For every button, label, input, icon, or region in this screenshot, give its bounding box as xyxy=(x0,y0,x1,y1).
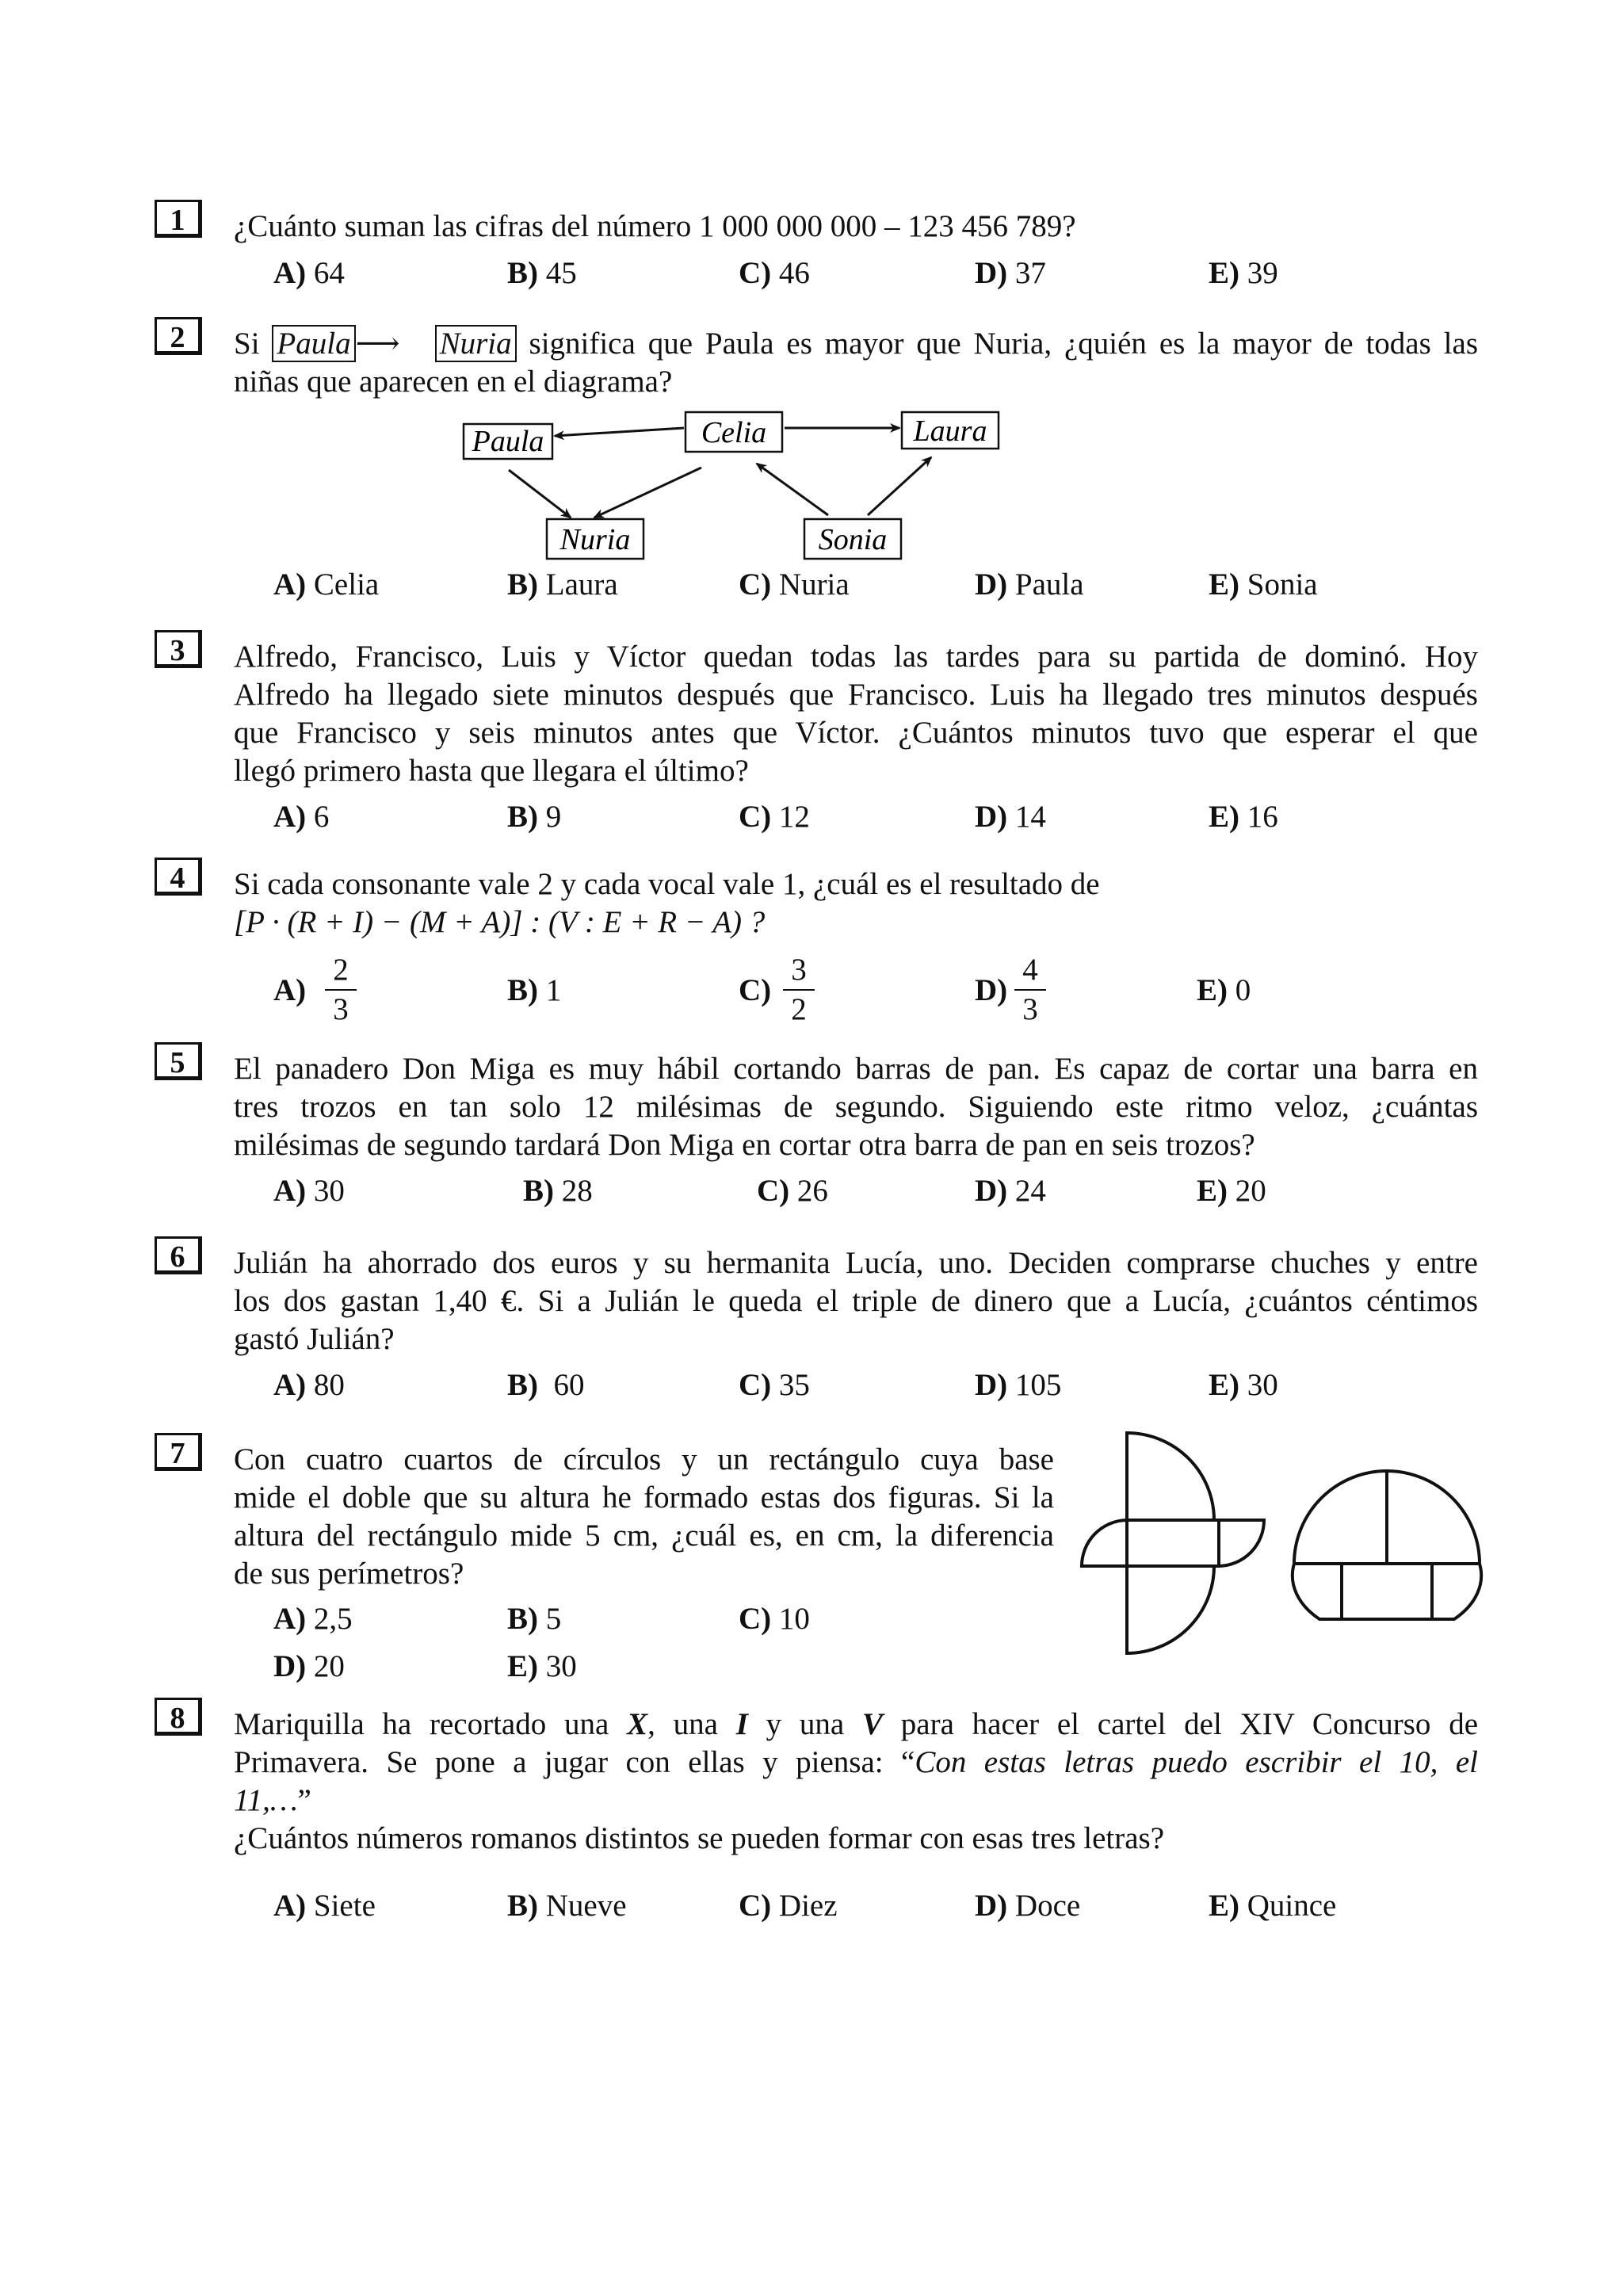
option-a[interactable]: A) 2,5 xyxy=(273,1602,353,1636)
option-a[interactable]: A) Celia xyxy=(273,567,380,602)
option-d[interactable]: D) 105 xyxy=(975,1368,1062,1402)
question-stem: Mariquilla ha recortado una X, una I y una V para hacer el cartel del XIV Concurso de Primavera. Se pone a jugar con ellas y piensa: “Con estas letras puedo escribir el 10, el 11,…” ¿Cuántos números romanos distintos se pueden formar con esas tres letras? xyxy=(234,1707,1478,1855)
arrow-icon: ⟶ xyxy=(355,327,400,361)
question-number: 6 xyxy=(155,1236,202,1274)
option-a[interactable]: A) 80 xyxy=(273,1368,345,1402)
option-d[interactable]: D) 24 xyxy=(975,1174,1046,1208)
option-e[interactable]: E) 0 xyxy=(1197,973,1251,1007)
option-e[interactable]: E) 20 xyxy=(1197,1174,1266,1208)
svg-text:Paula: Paula xyxy=(472,425,544,458)
figure-dome-shape xyxy=(1288,1469,1486,1627)
formula: [P · (R + I) − (M + A)] : (V : E + R − A) ? xyxy=(234,905,766,939)
option-b[interactable]: B) 9 xyxy=(507,800,562,834)
option-a[interactable]: A) Siete xyxy=(273,1889,376,1923)
option-c[interactable]: C) xyxy=(739,973,772,1007)
option-b[interactable]: B) Nueve xyxy=(507,1889,627,1923)
option-b[interactable]: B) 45 xyxy=(507,256,577,290)
question-number: 7 xyxy=(155,1433,202,1471)
question-stem: Si cada consonante vale 2 y cada vocal vale 1, ¿cuál es el resultado de [P · (R + I) − (M + A)] : (V : E + R − A) ? xyxy=(234,865,1478,942)
question-number: 3 xyxy=(155,630,202,668)
option-e[interactable]: E) 39 xyxy=(1209,256,1278,290)
question-number: 2 xyxy=(155,317,202,355)
node-celia xyxy=(685,412,782,452)
figure-cross-shape xyxy=(1078,1429,1268,1667)
option-c[interactable]: C) Nuria xyxy=(739,567,850,602)
option-a[interactable]: A) xyxy=(273,973,307,1007)
option-c[interactable]: C) Diez xyxy=(739,1889,838,1923)
question-stem: El panadero Don Miga es muy hábil cortando barras de pan. Es capaz de cortar una barra en tres trozos en tan solo 12 milésimas de segundo. Siguiendo este ritmo veloz, ¿cuántas milésimas de segundo tardará Don Miga en cortar otra barra de pan en seis trozos? xyxy=(234,1052,1478,1162)
svg-text:Sonia: Sonia xyxy=(818,523,888,556)
svg-text:Laura: Laura xyxy=(913,415,987,448)
node-nuria xyxy=(547,519,643,559)
option-e[interactable]: E) 16 xyxy=(1209,800,1278,834)
stem-box-paula: Paula xyxy=(272,325,355,362)
option-b[interactable]: B) 1 xyxy=(507,973,562,1007)
question-stem: Si Paula ⟶ Nuria significa que Paula es mayor que Nuria, ¿quién es la mayor de todas las niñas que aparecen en el diagrama? xyxy=(234,327,1478,399)
option-d[interactable]: D) Paula xyxy=(975,567,1084,602)
question-stem: Julián ha ahorrado dos euros y su hermanita Lucía, uno. Deciden comprarse chuches y entre los dos gastan 1,40 €. Si a Julián le queda el triple de dinero que a Lucía, ¿cuántos céntimos gastó Julián? xyxy=(234,1246,1478,1356)
question-number: 5 xyxy=(155,1042,202,1080)
fraction-d: 4 3 xyxy=(1014,953,1046,1027)
svg-text:Celia: Celia xyxy=(701,416,767,449)
option-c[interactable]: C) 10 xyxy=(739,1602,810,1636)
stem-box-nuria: Nuria xyxy=(435,325,517,362)
question-number: 1 xyxy=(155,200,202,238)
question-stem: Alfredo, Francisco, Luis y Víctor quedan todas las tardes para su partida de dominó. Hoy Alfredo ha llegado siete minutos después que Francisco. Luis ha llegado tres minutos después que Francisco y seis minutos antes que Víctor. ¿Cuántos minutos tuvo que esperar el que llegó primero hasta que llegara el último? xyxy=(234,640,1478,788)
option-a[interactable]: A) 64 xyxy=(273,256,345,290)
option-e[interactable]: E) 30 xyxy=(1209,1368,1278,1402)
option-d[interactable]: D) 37 xyxy=(975,256,1046,290)
option-c[interactable]: C) 26 xyxy=(757,1174,828,1208)
option-c[interactable]: C) 35 xyxy=(739,1368,810,1402)
question-stem: Con cuatro cuartos de círculos y un rectángulo cuya base mide el doble que su altura he formado estas dos figuras. Si la altura del rectángulo mide 5 cm, ¿cuál es, en cm, la diferencia de sus perímetros? xyxy=(234,1442,1054,1591)
fraction-c: 3 2 xyxy=(783,953,815,1027)
option-d[interactable]: D) 20 xyxy=(273,1649,345,1683)
node-sonia xyxy=(804,519,901,559)
option-c[interactable]: C) 46 xyxy=(739,256,810,290)
option-d[interactable]: D) Doce xyxy=(975,1889,1081,1923)
question-stem: ¿Cuánto suman las cifras del número 1 000 000 000 – 123 456 789? xyxy=(234,209,1076,243)
option-b[interactable]: B) 28 xyxy=(523,1174,593,1208)
option-a[interactable]: A) 30 xyxy=(273,1174,345,1208)
question-number: 4 xyxy=(155,858,202,896)
svg-text:Nuria: Nuria xyxy=(559,523,631,556)
option-e[interactable]: E) Sonia xyxy=(1209,567,1318,602)
option-b[interactable]: B) 60 xyxy=(507,1368,585,1402)
option-e[interactable]: E) 30 xyxy=(507,1649,577,1683)
fraction-a: 2 3 xyxy=(325,953,357,1027)
option-d[interactable]: D) 14 xyxy=(975,800,1046,834)
node-paula xyxy=(464,424,552,459)
option-e[interactable]: E) Quince xyxy=(1209,1889,1337,1923)
option-b[interactable]: B) 5 xyxy=(507,1602,562,1636)
question-number: 8 xyxy=(155,1698,202,1736)
node-laura xyxy=(902,412,999,449)
option-b[interactable]: B) Laura xyxy=(507,567,618,602)
option-d[interactable]: D) xyxy=(975,973,1008,1007)
option-a[interactable]: A) 6 xyxy=(273,800,330,834)
option-c[interactable]: C) 12 xyxy=(739,800,810,834)
family-diagram xyxy=(444,400,1014,575)
